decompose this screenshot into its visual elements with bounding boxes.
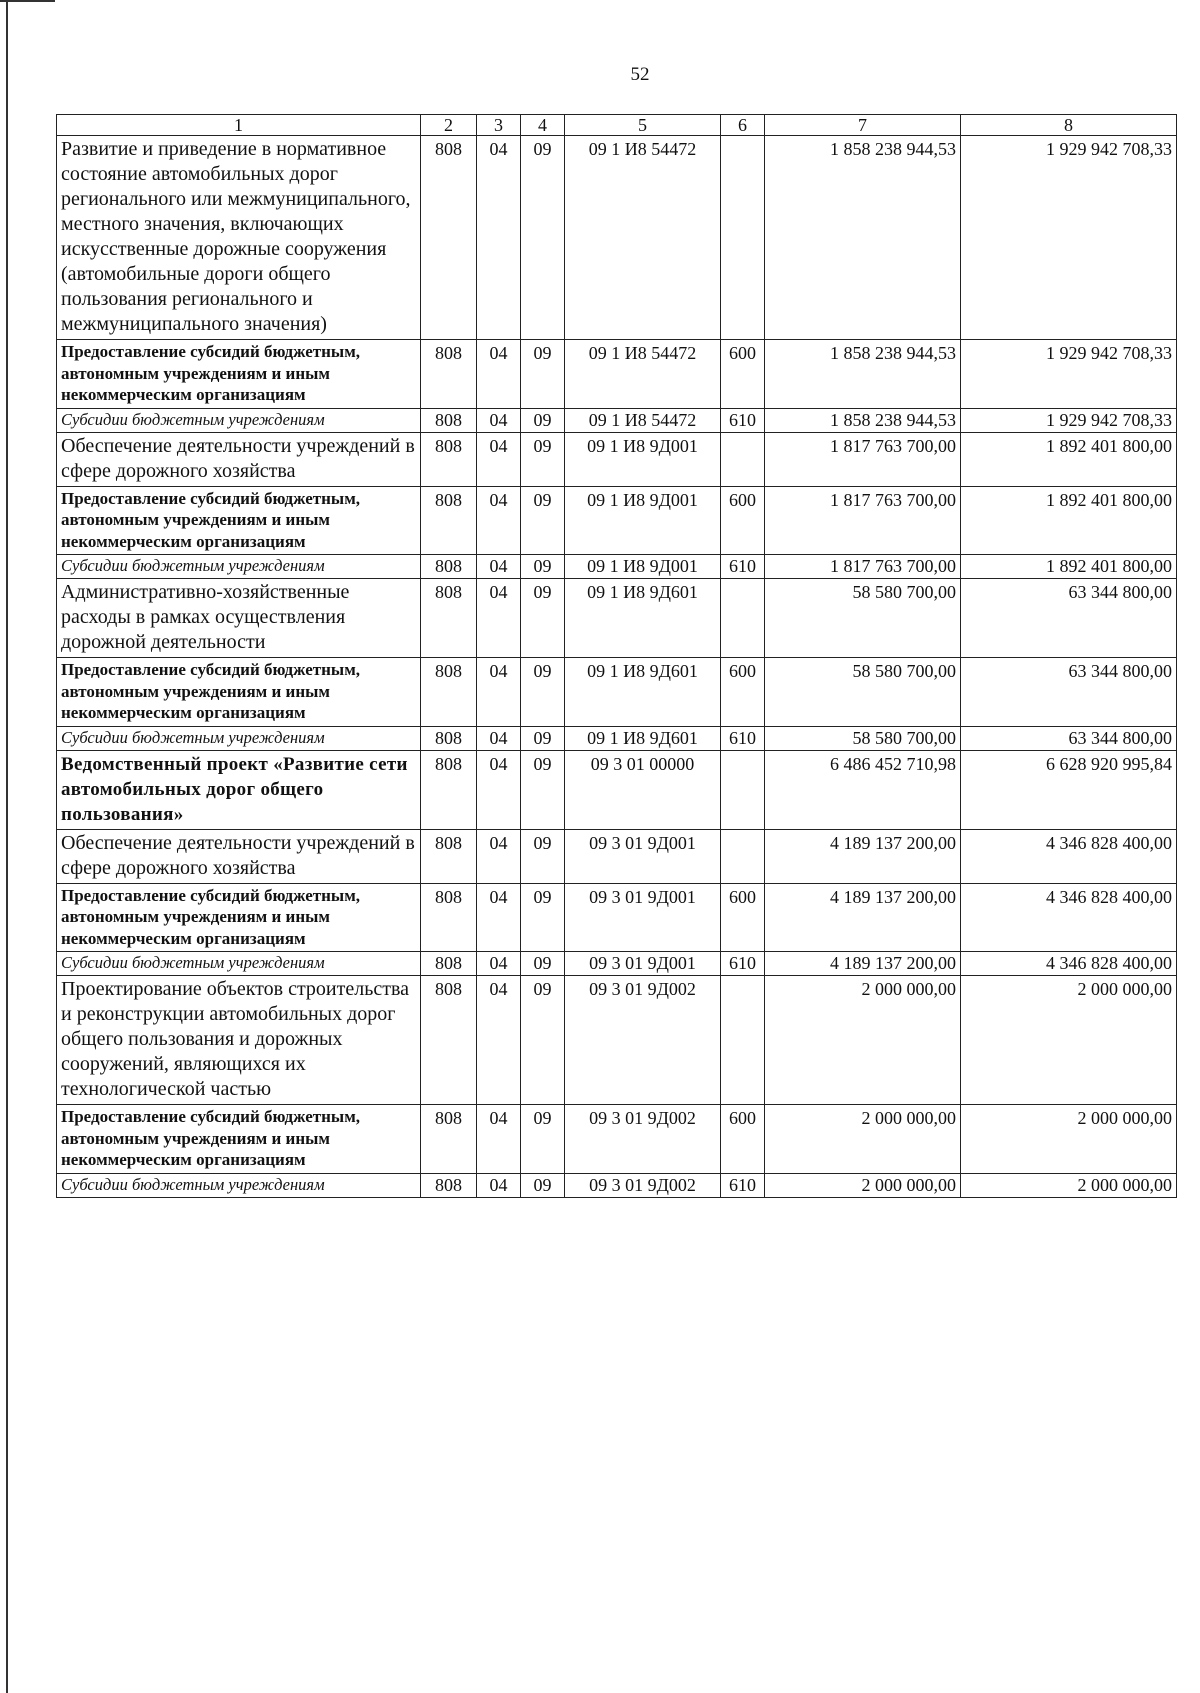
row-amount-col8: 63 344 800,00 xyxy=(961,658,1177,727)
row-section: 04 xyxy=(477,952,521,976)
row-section: 04 xyxy=(477,658,521,727)
row-admin-code: 808 xyxy=(421,952,477,976)
row-target-article: 09 3 01 9Д001 xyxy=(565,952,721,976)
row-amount-col8: 6 628 920 995,84 xyxy=(961,750,1177,829)
header-cell: 4 xyxy=(521,115,565,136)
budget-table xyxy=(56,114,1177,1198)
row-target-article: 09 1 И8 9Д001 xyxy=(565,432,721,486)
table-row xyxy=(57,976,1177,1105)
row-subsection: 09 xyxy=(521,408,565,432)
row-admin-code: 808 xyxy=(421,658,477,727)
row-expense-type: 600 xyxy=(721,658,765,727)
row-target-article: 09 1 И8 54472 xyxy=(565,136,721,340)
header-row xyxy=(57,115,1177,136)
table-row xyxy=(57,136,1177,340)
table-row xyxy=(57,432,1177,486)
row-subsection: 09 xyxy=(521,976,565,1105)
row-section: 04 xyxy=(477,1105,521,1174)
table-row xyxy=(57,408,1177,432)
row-admin-code: 808 xyxy=(421,432,477,486)
row-name: Предоставление субсидий бюджетным, автономным учреждениям и иным некоммерческим организациям xyxy=(57,883,421,952)
row-admin-code: 808 xyxy=(421,750,477,829)
row-subsection: 09 xyxy=(521,829,565,883)
header-cell: 7 xyxy=(765,115,961,136)
row-expense-type xyxy=(721,432,765,486)
row-target-article: 09 1 И8 9Д001 xyxy=(565,555,721,579)
row-admin-code: 808 xyxy=(421,340,477,409)
row-name: Обеспечение деятельности учреждений в сфере дорожного хозяйства xyxy=(57,829,421,883)
page-number: 52 xyxy=(630,64,650,85)
row-expense-type xyxy=(721,750,765,829)
row-amount-col8: 2 000 000,00 xyxy=(961,976,1177,1105)
row-subsection: 09 xyxy=(521,1105,565,1174)
row-expense-type: 600 xyxy=(721,883,765,952)
header-cell: 1 xyxy=(57,115,421,136)
row-amount-col7: 6 486 452 710,98 xyxy=(765,750,961,829)
row-section: 04 xyxy=(477,579,521,658)
row-amount-col8: 2 000 000,00 xyxy=(961,1173,1177,1197)
row-name: Предоставление субсидий бюджетным, автономным учреждениям и иным некоммерческим организациям xyxy=(57,340,421,409)
row-admin-code: 808 xyxy=(421,486,477,555)
row-admin-code: 808 xyxy=(421,1105,477,1174)
row-expense-type xyxy=(721,136,765,340)
row-amount-col7: 1 817 763 700,00 xyxy=(765,486,961,555)
row-section: 04 xyxy=(477,829,521,883)
row-target-article: 09 1 И8 54472 xyxy=(565,340,721,409)
row-section: 04 xyxy=(477,136,521,340)
scan-top-mark xyxy=(0,0,55,2)
row-target-article: 09 1 И8 9Д601 xyxy=(565,726,721,750)
row-amount-col8: 1 929 942 708,33 xyxy=(961,408,1177,432)
row-admin-code: 808 xyxy=(421,1173,477,1197)
row-expense-type: 610 xyxy=(721,952,765,976)
scan-edge-line xyxy=(6,0,8,1693)
row-admin-code: 808 xyxy=(421,883,477,952)
row-amount-col7: 58 580 700,00 xyxy=(765,726,961,750)
row-section: 04 xyxy=(477,555,521,579)
row-name: Предоставление субсидий бюджетным, автономным учреждениям и иным некоммерческим организациям xyxy=(57,486,421,555)
row-section: 04 xyxy=(477,486,521,555)
row-admin-code: 808 xyxy=(421,829,477,883)
row-name: Проектирование объектов строительства и реконструкции автомобильных дорог общего пользования и дорожных сооружений, являющихся их технологической частью xyxy=(57,976,421,1105)
row-subsection: 09 xyxy=(521,726,565,750)
row-expense-type: 610 xyxy=(721,555,765,579)
row-target-article: 09 1 И8 9Д001 xyxy=(565,486,721,555)
row-name: Субсидии бюджетным учреждениям xyxy=(57,408,421,432)
row-subsection: 09 xyxy=(521,432,565,486)
row-expense-type xyxy=(721,829,765,883)
row-subsection: 09 xyxy=(521,883,565,952)
row-name: Предоставление субсидий бюджетным, автономным учреждениям и иным некоммерческим организациям xyxy=(57,658,421,727)
row-subsection: 09 xyxy=(521,579,565,658)
row-amount-col8: 1 892 401 800,00 xyxy=(961,486,1177,555)
header-cell: 8 xyxy=(961,115,1177,136)
row-amount-col7: 4 189 137 200,00 xyxy=(765,952,961,976)
row-amount-col7: 4 189 137 200,00 xyxy=(765,883,961,952)
header-cell: 5 xyxy=(565,115,721,136)
row-section: 04 xyxy=(477,432,521,486)
row-amount-col7: 58 580 700,00 xyxy=(765,658,961,727)
table-row xyxy=(57,883,1177,952)
row-subsection: 09 xyxy=(521,658,565,727)
row-name: Обеспечение деятельности учреждений в сфере дорожного хозяйства xyxy=(57,432,421,486)
row-amount-col8: 63 344 800,00 xyxy=(961,726,1177,750)
table-row xyxy=(57,658,1177,727)
table-row xyxy=(57,579,1177,658)
row-name: Административно-хозяйственные расходы в рамках осуществления дорожной деятельности xyxy=(57,579,421,658)
table-body xyxy=(57,136,1177,1198)
table-row xyxy=(57,726,1177,750)
row-target-article: 09 3 01 9Д001 xyxy=(565,883,721,952)
header-cell: 2 xyxy=(421,115,477,136)
row-amount-col8: 1 892 401 800,00 xyxy=(961,432,1177,486)
row-section: 04 xyxy=(477,1173,521,1197)
row-target-article: 09 1 И8 9Д601 xyxy=(565,579,721,658)
row-expense-type: 610 xyxy=(721,1173,765,1197)
row-amount-col7: 1 817 763 700,00 xyxy=(765,555,961,579)
table-row xyxy=(57,1105,1177,1174)
row-amount-col7: 1 858 238 944,53 xyxy=(765,340,961,409)
row-name: Субсидии бюджетным учреждениям xyxy=(57,726,421,750)
row-amount-col8: 4 346 828 400,00 xyxy=(961,829,1177,883)
row-expense-type: 600 xyxy=(721,340,765,409)
row-admin-code: 808 xyxy=(421,555,477,579)
row-name: Субсидии бюджетным учреждениям xyxy=(57,555,421,579)
row-subsection: 09 xyxy=(521,136,565,340)
row-amount-col7: 2 000 000,00 xyxy=(765,1105,961,1174)
row-subsection: 09 xyxy=(521,555,565,579)
row-expense-type: 600 xyxy=(721,486,765,555)
row-name: Предоставление субсидий бюджетным, автономным учреждениям и иным некоммерческим организациям xyxy=(57,1105,421,1174)
row-name: Развитие и приведение в нормативное состояние автомобильных дорог регионального или межмуниципального, местного значения, включающих искусственные дорожные сооружения (автомобильные дороги общего пользования регионального и межмуниципального значения) xyxy=(57,136,421,340)
row-subsection: 09 xyxy=(521,952,565,976)
row-target-article: 09 1 И8 9Д601 xyxy=(565,658,721,727)
row-subsection: 09 xyxy=(521,750,565,829)
row-amount-col7: 1 817 763 700,00 xyxy=(765,432,961,486)
row-subsection: 09 xyxy=(521,1173,565,1197)
row-name: Субсидии бюджетным учреждениям xyxy=(57,952,421,976)
row-amount-col8: 2 000 000,00 xyxy=(961,1105,1177,1174)
row-amount-col8: 63 344 800,00 xyxy=(961,579,1177,658)
table-row xyxy=(57,555,1177,579)
row-expense-type xyxy=(721,579,765,658)
row-name: Субсидии бюджетным учреждениям xyxy=(57,1173,421,1197)
row-amount-col7: 2 000 000,00 xyxy=(765,976,961,1105)
row-target-article: 09 3 01 9Д002 xyxy=(565,976,721,1105)
row-admin-code: 808 xyxy=(421,136,477,340)
table-row xyxy=(57,340,1177,409)
row-target-article: 09 3 01 9Д002 xyxy=(565,1173,721,1197)
row-amount-col7: 2 000 000,00 xyxy=(765,1173,961,1197)
row-admin-code: 808 xyxy=(421,408,477,432)
row-amount-col7: 1 858 238 944,53 xyxy=(765,136,961,340)
row-admin-code: 808 xyxy=(421,726,477,750)
row-subsection: 09 xyxy=(521,340,565,409)
header-cell: 3 xyxy=(477,115,521,136)
row-subsection: 09 xyxy=(521,486,565,555)
row-target-article: 09 3 01 00000 xyxy=(565,750,721,829)
table-row xyxy=(57,486,1177,555)
row-section: 04 xyxy=(477,883,521,952)
row-amount-col7: 58 580 700,00 xyxy=(765,579,961,658)
row-admin-code: 808 xyxy=(421,579,477,658)
row-target-article: 09 3 01 9Д001 xyxy=(565,829,721,883)
row-section: 04 xyxy=(477,750,521,829)
row-name: Ведомственный проект «Развитие сети автомобильных дорог общего пользования» xyxy=(57,750,421,829)
row-expense-type: 610 xyxy=(721,726,765,750)
row-amount-col7: 1 858 238 944,53 xyxy=(765,408,961,432)
row-section: 04 xyxy=(477,976,521,1105)
row-amount-col8: 1 929 942 708,33 xyxy=(961,136,1177,340)
table-row xyxy=(57,829,1177,883)
row-amount-col8: 4 346 828 400,00 xyxy=(961,952,1177,976)
row-expense-type: 610 xyxy=(721,408,765,432)
row-target-article: 09 3 01 9Д002 xyxy=(565,1105,721,1174)
table-row xyxy=(57,952,1177,976)
row-amount-col8: 4 346 828 400,00 xyxy=(961,883,1177,952)
row-amount-col8: 1 892 401 800,00 xyxy=(961,555,1177,579)
row-expense-type xyxy=(721,976,765,1105)
table-row xyxy=(57,1173,1177,1197)
row-amount-col8: 1 929 942 708,33 xyxy=(961,340,1177,409)
row-expense-type: 600 xyxy=(721,1105,765,1174)
table-row xyxy=(57,750,1177,829)
row-section: 04 xyxy=(477,408,521,432)
row-admin-code: 808 xyxy=(421,976,477,1105)
row-section: 04 xyxy=(477,726,521,750)
header-cell: 6 xyxy=(721,115,765,136)
row-target-article: 09 1 И8 54472 xyxy=(565,408,721,432)
row-section: 04 xyxy=(477,340,521,409)
row-amount-col7: 4 189 137 200,00 xyxy=(765,829,961,883)
